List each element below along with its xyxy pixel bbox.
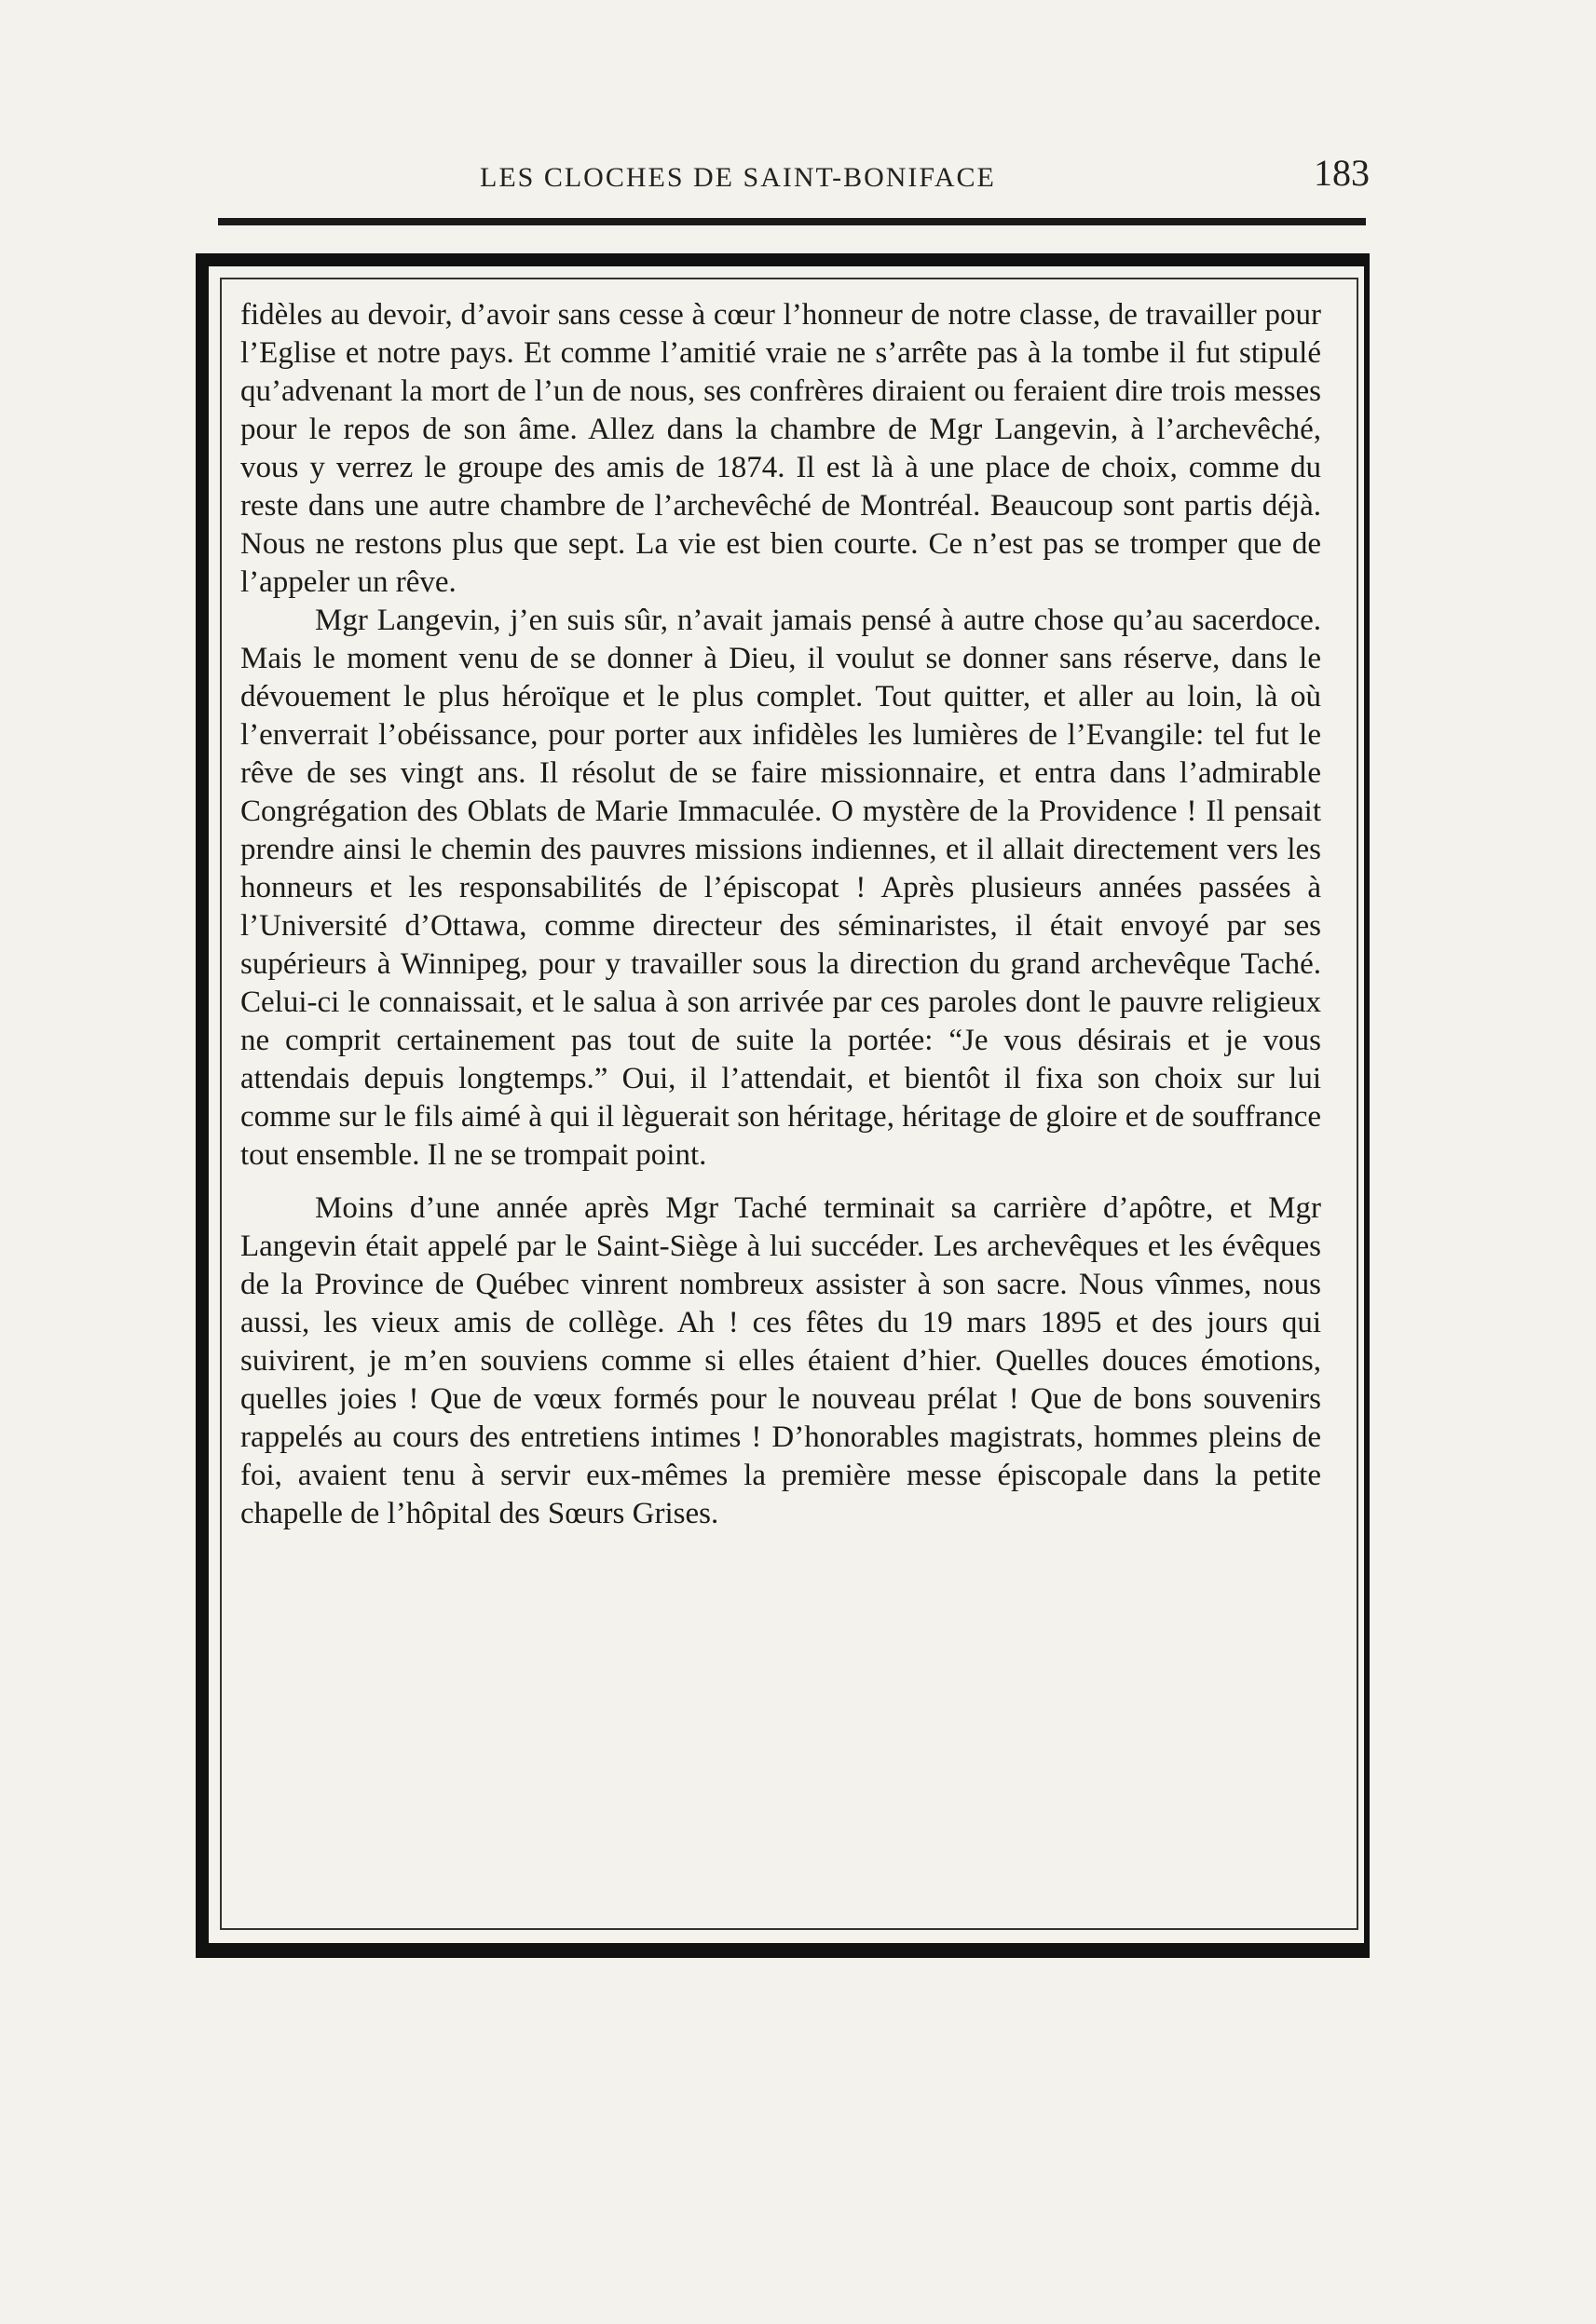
running-title: LES CLOCHES DE SAINT-BONIFACE (480, 162, 996, 193)
running-head (214, 149, 1370, 205)
header-rule (218, 218, 1366, 225)
paragraph-1: fidèles au devoir, d’avoir sans cesse à cœur l’honneur de notre classe, de travailler pour l’Eglise et notre pays. Et comme l’amitié vraie ne s’arrête pas à la tombe il fut stipulé qu’advenant la mort de l’un de nous, ses confrères diraient ou feraient dire trois messes pour le repos de son âme. Allez dans la chambre de Mgr Langevin, à l’archevêché, vous y verrez le groupe des amis de 1874. Il est là à une place de choix, comme du reste dans une autre chambre de l’archevêché de Montréal. Beaucoup sont partis déjà. Nous ne restons plus que sept. La vie est bien courte. Ce n’est pas se tromper que de l’appeler un rêve. (240, 298, 1321, 599)
paragraph-2: Mgr Langevin, j’en suis sûr, n’avait jamais pensé à autre chose qu’au sacerdoce. Mais le moment venu de se donner à Dieu, il voulut se donner sans réserve, dans le dévouement le plus héroïque et le plus complet. Tout quitter, et aller au loin, là où l’enverrait l’obéissance, pour porter aux infidèles les lumières de l’Evangile: tel fut le rêve de ses vingt ans. Il résolut de se faire missionnaire, et entra dans l’admirable Congrégation des Oblats de Marie Immaculée. O mystère de la Providence ! Il pensait prendre ainsi le chemin des pauvres missions indiennes, et il allait directement vers les honneurs et les responsabilités de l’épiscopat ! Après plusieurs années passées à l’Université d’Ottawa, comme directeur des séminaristes, il était envoyé par ses supérieurs à Winnipeg, pour y travailler sous la direction du grand archevêque Taché. Celui-ci le connaissait, et le salua à son arrivée par ces paroles dont le pauvre religieux ne comprit certainement pas tout de suite la portée: “Je vous désirais et je vous attendais depuis longtemps.” Oui, il l’attendait, et bientôt il fixa son choix sur lui comme sur le fils aimé à qui il lèguerait son héritage, héritage de gloire et de souffrance tout ensemble. Il ne se trompait point. (240, 604, 1321, 1172)
paragraph-3: Moins d’une année après Mgr Taché terminait sa carrière d’apôtre, et Mgr Langevin était appelé par le Saint-Siège à lui succéder. Les archevêques et les évêques de la Province de Québec vinrent nombreux assister à son sacre. Nous vînmes, nous aussi, les vieux amis de collège. Ah ! ces fêtes du 19 mars 1895 et des jours qui suivirent, je m’en souviens comme si elles étaient d’hier. Quelles douces émotions, quelles joies ! Que de vœux formés pour le nouveau prélat ! Que de bons souvenirs rappelés au cours des entretiens intimes ! D’honorables magistrats, hommes pleins de foi, avaient tenu à servir eux-mêmes la première messe épiscopale dans la petite chapelle de l’hôpital des Sœurs Grises. (240, 1191, 1321, 1530)
page-number: 183 (1314, 152, 1370, 194)
body-text (240, 296, 1321, 1533)
